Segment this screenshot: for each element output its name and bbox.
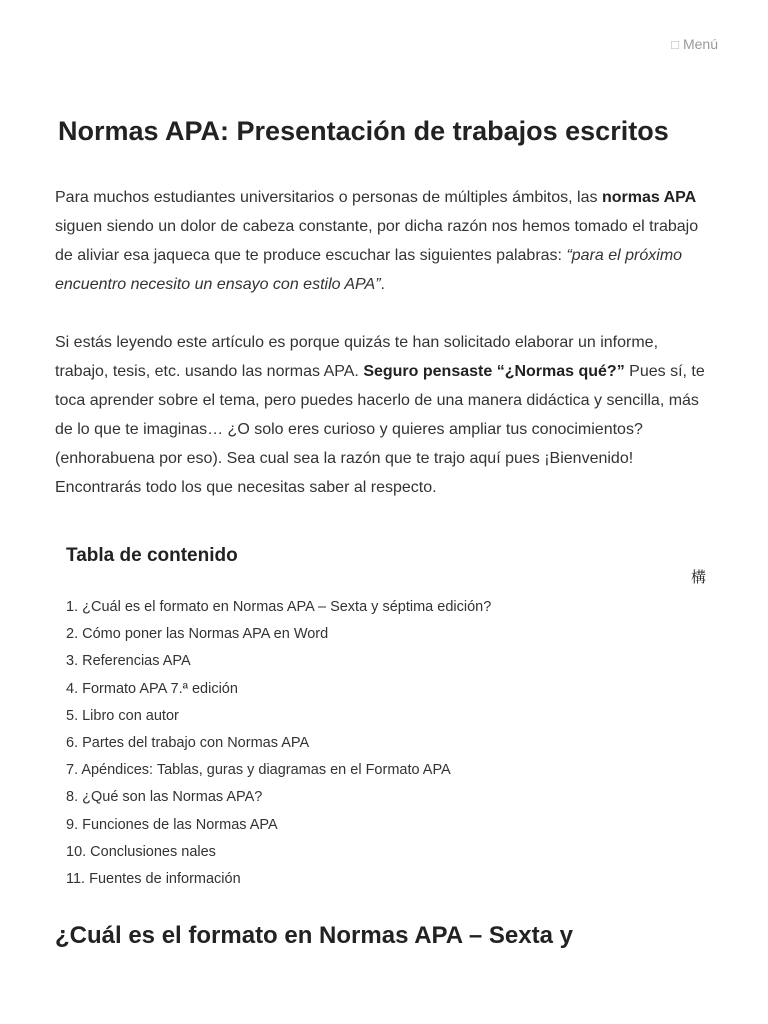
toc-item[interactable]	[66, 648, 716, 675]
toc-link-1[interactable]: 1. ¿Cuál es el formato en Normas APA – Sexta y séptima edición?	[66, 599, 492, 615]
toc-link-10[interactable]: 10. Conclusiones nales	[66, 843, 216, 860]
intro-quote: “para el próximo encuentro necesito un ensayo con estilo APA”	[55, 247, 683, 293]
toc-toggle-icon[interactable]: 構	[690, 569, 706, 586]
toc-link-11[interactable]: 11. Fuentes de información	[66, 871, 241, 888]
toc-item[interactable]	[66, 594, 716, 621]
menu-label: Menú	[682, 36, 718, 52]
toc-item[interactable]	[66, 839, 716, 866]
toc-item[interactable]	[66, 866, 716, 893]
section-heading: ¿Cuál es el formato en Normas APA – Sexta y	[55, 922, 573, 949]
intro-bold-normas-apa: normas APA	[601, 189, 697, 206]
toc-link-5[interactable]: 5. Libro con autor	[66, 707, 179, 724]
second-bold-quote: Seguro pensaste “¿Normas qué?”	[363, 363, 625, 380]
page-title: Normas APA: Presentación de trabajos escritos	[58, 116, 669, 146]
table-of-contents	[66, 540, 716, 893]
intro-paragraph	[55, 183, 715, 299]
toc-item[interactable]	[66, 730, 716, 757]
menu-icon: □	[671, 36, 679, 52]
toc-link-2[interactable]: 2. Cómo poner las Normas APA en Word	[66, 626, 329, 643]
toc-list	[66, 594, 716, 893]
intro-text-c: siguen siendo un dolor de cabeza constante, por dicha razón nos hemos tomado el trabajo de aliviar esa jaqueca que te produce escuchar las siguientes palabras:	[55, 218, 699, 264]
intro-text-a: Para muchos estudiantes universitarios o personas de múltiples ámbitos, las	[55, 189, 602, 206]
toc-item[interactable]	[66, 676, 716, 703]
second-paragraph	[55, 328, 715, 502]
second-text-a: Si estás leyendo este artículo es porque quizás te han solicitado elaborar un informe, trabajo, tesis, etc. usando las normas APA.	[55, 334, 659, 380]
toc-item[interactable]	[66, 757, 716, 784]
article-body	[55, 183, 715, 531]
toc-link-9[interactable]: 9. Funciones de las Normas APA	[66, 816, 278, 833]
second-text-c: Pues sí, te toca aprender sobre el tema, pero puedes hacerlo de una manera didáctica y sencilla, más de lo que te imaginas… ¿O solo eres curioso y quieres ampliar tus conocimientos? (enhorabuena por eso). Sea cual sea la razón que te trajo aquí pues ¡Bienvenido! Encontrarás todo los que necesitas saber al respecto.	[55, 363, 705, 496]
toc-item[interactable]	[66, 812, 716, 839]
toc-link-7[interactable]: 7. Apéndices: Tablas, guras y diagramas en el Formato APA	[66, 762, 451, 779]
toc-link-8[interactable]: 8. ¿Qué son las Normas APA?	[66, 789, 263, 806]
toc-link-3[interactable]: 3. Referencias APA	[66, 653, 191, 670]
toc-item[interactable]	[66, 703, 716, 730]
intro-text-e: .	[380, 276, 385, 293]
toc-item[interactable]	[66, 784, 716, 811]
toc-link-4[interactable]: 4. Formato APA 7.ª edición	[66, 680, 238, 697]
toc-title: Tabla de contenido	[66, 545, 238, 566]
toc-link-6[interactable]: 6. Partes del trabajo con Normas APA	[66, 735, 310, 752]
menu-button[interactable]	[671, 36, 718, 52]
toc-item[interactable]	[66, 621, 716, 648]
